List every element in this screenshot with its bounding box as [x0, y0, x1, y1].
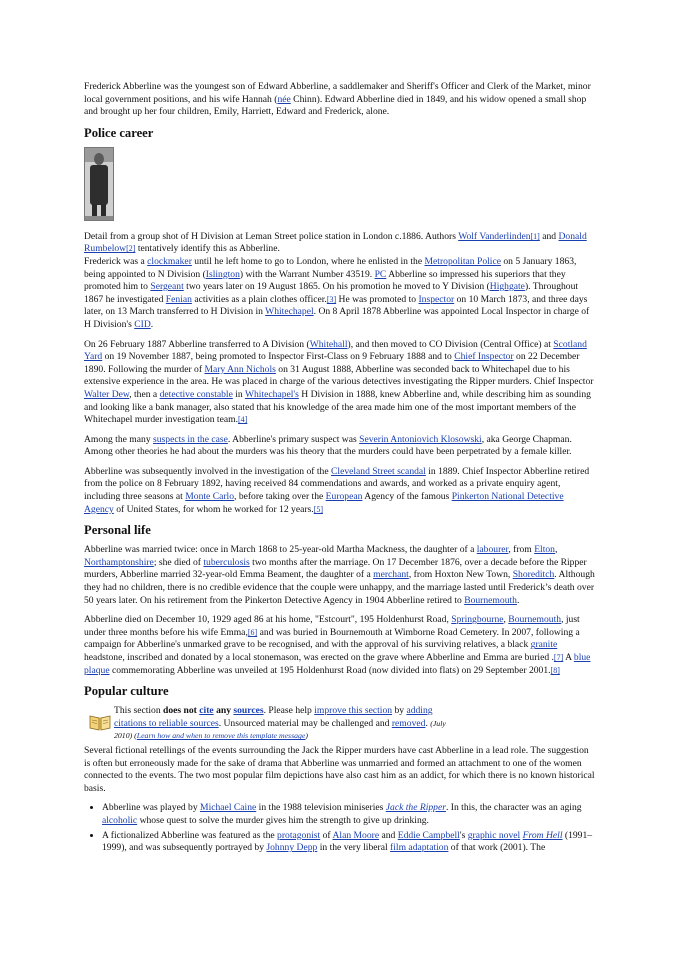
link-whitechapel-s[interactable]: Whitechapel's — [244, 388, 299, 400]
text-run: in the 1988 television miniseries — [256, 802, 386, 814]
link-pc[interactable]: PC — [374, 268, 387, 280]
heading-personal-life: Personal life — [84, 523, 151, 538]
text-run: (1991–1999), and was subsequently portrayed by — [102, 829, 593, 854]
reference-link[interactable]: [3] — [326, 294, 337, 304]
reference-marker — [551, 666, 560, 675]
link-johnny-depp[interactable]: Johnny Depp — [266, 842, 318, 854]
reference-link[interactable]: [7] — [553, 653, 564, 662]
text-run: headstone, inscribed and donated by a local stonemason, was erected on the grave where Abberline and Emma are buried . — [84, 652, 554, 663]
popular-paragraph-1 — [84, 745, 595, 795]
reference-link[interactable]: [4] — [237, 415, 248, 425]
reference-link[interactable]: [8] — [550, 665, 560, 675]
link-donald-rumbelow[interactable]: Donald Rumbelow — [84, 230, 587, 255]
text-run: Chinn). Edward Abberline died in 1849, and his widow opened a small shop and brought up her four children, Emily, Harriett, Edward and Frederick, alone. — [84, 93, 587, 118]
link-suspects-in-the-case[interactable]: suspects in the case — [153, 433, 228, 445]
link-elton[interactable]: Elton — [534, 544, 555, 556]
link-highgate[interactable]: Highgate — [489, 281, 525, 293]
link-jack-the-ripper[interactable]: Jack the Ripper — [385, 802, 446, 814]
reference-link[interactable]: [2] — [126, 244, 136, 254]
text-run: until he left home to go to London, where he enlisted in the — [191, 255, 425, 267]
text-run: . Unsourced material may be challenged and — [218, 717, 392, 729]
link-michael-caine[interactable]: Michael Caine — [200, 802, 257, 814]
text-run: of that work (2001). The — [448, 842, 546, 854]
text-run: , just under three months before his wife Emma, — [84, 614, 580, 638]
text-run: He was promoted to — [336, 293, 419, 305]
text-run: . Although they had no children, there is no credible evidence that the couple were unhappy, and the marriage lasted until Frederick’s death over 50 years later. On his retirement from the Pinkerton Detective Agency in 1904 Abberline retired to — [84, 569, 595, 606]
link-mary-ann-nichols[interactable]: Mary Ann Nichols — [204, 363, 276, 375]
text-run: . In this, the character was an aging — [445, 802, 582, 814]
link-eddie-campbell[interactable]: Eddie Campbell — [397, 829, 460, 841]
text-run: H Division in 1888, knew Abberline and, while describing him as sounding and looking like a bank manager, also stated that his knowledge of the area made him one of the most important members of the Whitechapel murder investigation team. — [84, 388, 591, 426]
police-paragraph-3 — [84, 434, 595, 459]
police-paragraph-1 — [84, 256, 595, 332]
text-run: . — [150, 318, 154, 330]
link-bournemouth[interactable]: Bournemouth — [508, 614, 562, 626]
personal-paragraph-1 — [84, 544, 595, 607]
text-run: on 10 March 1873, and three days later, on 13 March transferred to H Division in — [84, 293, 588, 318]
link-merchant[interactable]: merchant — [373, 569, 409, 581]
link-northamptonshire[interactable]: Northamptonshire — [84, 556, 154, 568]
link-whitehall[interactable]: Whitehall — [309, 338, 348, 350]
text-run: of — [320, 829, 333, 841]
link-detective-constable[interactable]: detective constable — [159, 388, 233, 400]
link-citations-to-reliable-sources[interactable]: citations to reliable sources — [114, 717, 219, 729]
link-metropolitan-police[interactable]: Metropolitan Police — [424, 255, 501, 267]
text-run: This section — [114, 705, 164, 717]
portrait-photo[interactable] — [84, 147, 114, 221]
text-run: and was buried in Bournemouth at Wimborne Road Cemetery. In 2007, following a campaign for Abberline's unmarked grave to be recognised, and with the approval of his surviving relatives, a black — [84, 626, 580, 651]
link-alcoholic[interactable]: alcoholic — [102, 814, 138, 826]
text-run: two years later on 19 August 1865. On his promotion he moved to Y Division ( — [183, 281, 490, 293]
link-severin-antoniovich-klosowski[interactable]: Severin Antoniovich Klosowski — [359, 433, 482, 445]
link-improve-this-section[interactable]: improve this section — [314, 705, 393, 717]
text-run: on 22 December 1890. Following the murder of — [84, 351, 580, 375]
text-run: ; she died of — [153, 556, 204, 568]
text-run: on 19 November 1887, being promoted to Inspector First-Class on 9 February 1888 and to — [102, 351, 455, 363]
text-run: Abberline was married twice: once in March 1868 to 25-year-old Martha Mackness, the daughter of a — [84, 544, 477, 556]
link-alan-moore[interactable]: Alan Moore — [332, 829, 380, 841]
text-run: . Abberline's primary suspect was — [227, 433, 360, 445]
text-run: in the very liberal — [317, 842, 391, 854]
link-inspector[interactable]: Inspector — [418, 293, 455, 305]
list-item — [102, 830, 595, 855]
link-n-e[interactable]: née — [277, 93, 291, 105]
text-run: Several fictional retellings of the events surrounding the Jack the Ripper murders have cast Abberline in a lead role. The suggestion is often but erroneously made for the sake of drama that Abberline was unmarried and formed an attachment to one of the women connected to the events. The two most popular film depictions have also cast him as an addict, for which there is no known historical basis. — [84, 744, 595, 794]
link-scotland-yard[interactable]: Scotland Yard — [84, 338, 587, 363]
text-run: A — [563, 652, 574, 663]
text-run: Abberline died on December 10, 1929 aged 86 at his home, "Estcourt", 195 Holdenhurst Road, — [84, 614, 452, 626]
text-run: of United States, for whom he worked for 12 years. — [113, 503, 314, 515]
text-run: by — [392, 705, 407, 717]
link-monte-carlo[interactable]: Monte Carlo — [185, 491, 235, 503]
personal-paragraph-2 — [84, 614, 595, 677]
link-clockmaker[interactable]: clockmaker — [147, 255, 192, 267]
text-run: . Please help — [263, 705, 315, 717]
bold-text: any — [213, 705, 234, 717]
link-from-hell[interactable]: From Hell — [522, 829, 563, 841]
link-european[interactable]: European — [325, 491, 363, 503]
link-sergeant[interactable]: Sergeant — [150, 281, 184, 293]
link-granite[interactable]: granite — [530, 639, 558, 651]
link-springbourne[interactable]: Springbourne — [451, 614, 504, 626]
link-whitechapel[interactable]: Whitechapel — [265, 306, 314, 318]
text-run: Frederick Abberline was the youngest son of Edward Abberline, a saddlemaker and Sheriff's Officer and Clerk of the Market, minor local government positions, and his wife Hannah ( — [84, 81, 591, 105]
text-run: 's — [459, 829, 468, 841]
link-labourer[interactable]: labourer — [476, 544, 509, 556]
popular-culture-list — [84, 802, 595, 854]
text-run: , before taking over the — [234, 491, 326, 503]
link-fenian[interactable]: Fenian — [165, 293, 192, 305]
text-run: and — [379, 829, 398, 841]
text-run: ) with the Warrant Number 43519. — [239, 268, 375, 280]
text-run: . — [425, 717, 431, 729]
heading-popular-culture: Popular culture — [84, 684, 169, 699]
text-run: . — [516, 594, 520, 606]
reference-marker — [531, 232, 540, 241]
text-run: whose quest to solve the murder gives him the strength to give up drinking. — [137, 814, 429, 826]
reference-marker — [314, 505, 323, 514]
text-run: , then a — [129, 388, 160, 400]
police-paragraph-2 — [84, 339, 595, 427]
text-run: , — [503, 614, 509, 626]
link-graphic-novel[interactable]: graphic novel — [467, 829, 521, 841]
text-run: on 31 August 1888, Abberline was seconded back to Whitechapel due to his extensive experience in the area. He was placed in charge of the various detectives investigating the Ripper murders. Chief Inspector — [84, 363, 594, 388]
link-cleveland-street-scandal[interactable]: Cleveland Street scandal — [331, 465, 426, 477]
link-film-adaptation[interactable]: film adaptation — [390, 842, 449, 854]
reference-marker — [248, 628, 257, 637]
text-run: two months after the marriage. On 17 December 1876, over a decade before the Ripper murders, Abberline married 32-year-old Emma Beament, the daughter of a — [84, 556, 587, 581]
link-sources[interactable]: sources — [233, 705, 264, 717]
text-run: . On 8 April 1878 Abberline was appointed Local Inspector in charge of H Division's — [84, 306, 590, 330]
text-run: , aka George Chapman. Among other theories he had about the murders was his theory that the murders could have been perpetrated by a female killer. — [84, 433, 572, 458]
reference-marker — [554, 653, 563, 662]
link-cite[interactable]: cite — [199, 705, 214, 717]
text-run: Detail from a group shot of H Division at Leman Street police station in London c.1886. Authors — [84, 230, 459, 242]
text-run: Agency of the famous — [362, 491, 452, 503]
reference-link[interactable]: [5] — [313, 504, 323, 514]
link-protagonist[interactable]: protagonist — [277, 829, 321, 841]
text-run: on 5 January 1863, being appointed to N Division ( — [84, 255, 577, 280]
text-run: and — [539, 230, 559, 242]
text-run: in — [232, 388, 245, 400]
notice-text — [112, 705, 448, 743]
notice-date: (July 2010) ( — [114, 718, 446, 741]
police-paragraph-4 — [84, 466, 595, 516]
text-run: ), and then moved to CO Division (Central Office) at — [347, 338, 554, 350]
text-run: commemorating Abberline was unveiled at 195 Holdenhurst Road (now divided into flats) on 29 September 2001. — [109, 664, 551, 676]
reference-link[interactable]: [1] — [530, 231, 540, 241]
open-book-icon — [88, 712, 112, 736]
text-run: A fictionalized Abberline was featured as the — [102, 829, 278, 841]
link-pinkerton-national-detective-agency[interactable]: Pinkerton National Detective Agency — [84, 491, 564, 515]
link-tuberculosis[interactable]: tuberculosis — [203, 556, 250, 568]
link-cid[interactable]: CID — [134, 318, 151, 330]
text-run: in 1889. Chief Inspector Abberline retired from the police on 8 February 1892, having received 84 commendations and awards, and worked as a private enquiry agent, including three seasons at — [84, 465, 590, 503]
link-bournemouth[interactable]: Bournemouth — [464, 594, 517, 606]
link-blue-plaque[interactable]: blue plaque — [84, 652, 591, 676]
link-learn-how-and-when-to-remove-this-template-message[interactable]: Learn how and when to remove this template message — [136, 731, 306, 741]
text-run: , — [554, 544, 558, 556]
heading-police-career: Police career — [84, 125, 154, 140]
link-adding[interactable]: adding — [406, 705, 433, 717]
text-run: Abberline was subsequently involved in the investigation of the — [84, 465, 331, 477]
bold-text: does not — [163, 705, 200, 717]
text-run: Abberline was played by — [102, 802, 201, 814]
link-removed[interactable]: removed — [391, 717, 426, 729]
text-run: Among the many — [84, 433, 154, 445]
text-run: tentatively identify this as Abberline. — [135, 243, 280, 255]
image-caption — [84, 231, 595, 256]
link-walter-dew[interactable]: Walter Dew — [84, 388, 130, 400]
text-run: Frederick was a — [84, 255, 148, 267]
link-chief-inspector[interactable]: Chief Inspector — [454, 351, 514, 363]
list-item — [102, 802, 595, 827]
unsourced-notice — [88, 705, 448, 743]
intro-paragraph — [84, 81, 595, 119]
text-run: activities as a plain clothes officer. — [191, 293, 327, 305]
text-run: , from Hoxton New Town, — [408, 569, 513, 581]
notice-date: ) — [305, 731, 308, 741]
reference-marker — [238, 415, 247, 424]
text-run: ). Throughout 1867 he investigated — [84, 281, 579, 305]
text-run: Abberline so impressed his superiors that they promoted him to — [84, 268, 566, 293]
reference-marker — [327, 295, 336, 304]
text-run: On 26 February 1887 Abberline transferred to A Division ( — [84, 338, 310, 350]
reference-link[interactable]: [6] — [247, 627, 258, 637]
link-shoreditch[interactable]: Shoreditch — [512, 569, 555, 581]
link-islington[interactable]: Islington — [205, 268, 240, 280]
text-run: , from — [508, 544, 535, 556]
link-wolf-vanderlinden[interactable]: Wolf Vanderlinden — [458, 230, 531, 242]
